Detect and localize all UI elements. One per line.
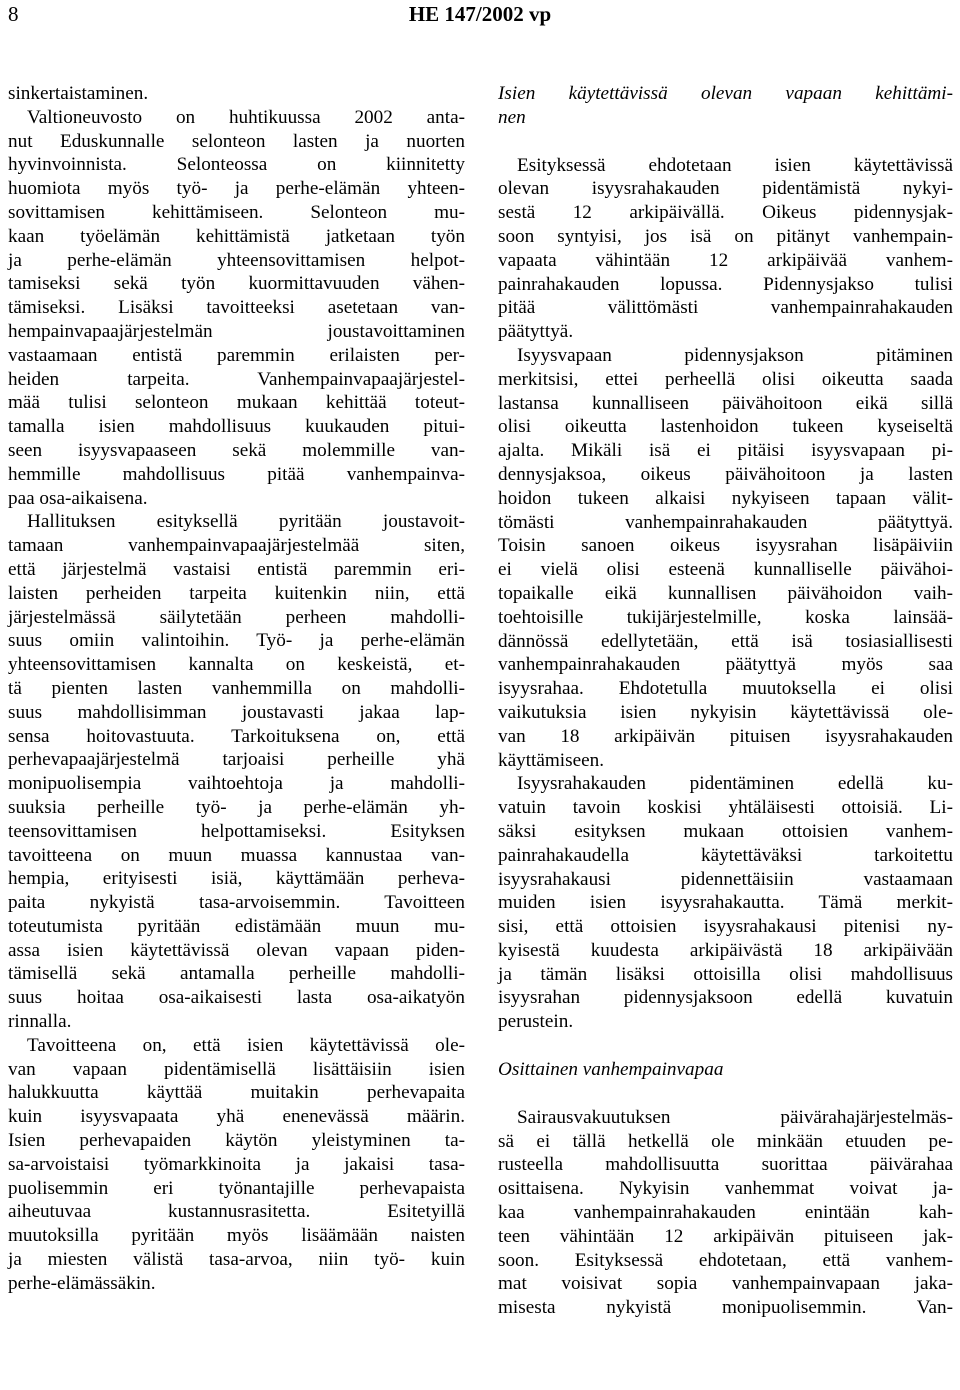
text-line: perhevapaajärjestelmä tarjoaisi perheille yhä (8, 749, 465, 771)
paragraph-gap (498, 1082, 953, 1106)
text-line: sovittamisen kehittämiseen. Selonteon mu- (8, 201, 465, 223)
text-line: paa osa-aikaisena. (8, 487, 148, 509)
page-header (0, 0, 960, 30)
text-line: puolisemmin eri työnantajille perhevapaista (8, 1177, 465, 1199)
text-line: vaikutuksia isien nykyisin käytettävissä ole- (498, 701, 953, 723)
text-line: ei vielä olisi esteenä kunnalliselle päivähoi- (498, 559, 953, 581)
paragraph-gap (498, 1034, 953, 1058)
text-line: sinkertaistaminen. (8, 83, 149, 104)
text-line: isyysrahakausi pidennettäisiin vastaamaan (498, 868, 953, 890)
text-line: sisi, että ottoisien isyysrahakausi pitenisi ny- (498, 916, 953, 938)
text-line: soon. Esityksessä ehdotetaan, että vanhem- (498, 1249, 953, 1271)
text-line: aiheutuvaa kustannusrasitetta. Esitetyillä (8, 1201, 465, 1223)
text-line: sensa hoitovastuuta. Tarkoituksena on, että (8, 725, 465, 747)
text-line: assa isien käytettävissä olevan vapaan piden- (8, 939, 465, 961)
text-line: tä pienten lasten vanhemmilla on mahdolli- (8, 677, 465, 699)
text-line: vastaamaan entistä paremmin erilaisten per- (8, 344, 465, 366)
section-heading-line: Osittainen vanhempainvapaa (498, 1059, 724, 1081)
text-line: isyysrahaa. Ehdotetulla muutoksella ei olisi (498, 678, 953, 700)
text-line: Toisin sanoen oikeus isyysrahan lisäpäiviin (498, 535, 953, 557)
text-line: tamalla isien mahdollisuus kuukauden pitui- (8, 416, 465, 438)
text-line: päätyttyä. (498, 321, 574, 343)
text-line: Esityksessä ehdotetaan isien käytettävissä (517, 154, 953, 176)
text-line: Isyysrahakauden pidentäminen edellä ku- (517, 773, 953, 795)
text-line: sa-arvoistaisi työmarkkinoita ja jakaisi tasa- (8, 1153, 465, 1175)
text-line: toteutumista pyritään edistämään muun mu- (8, 915, 465, 937)
text-line: teen vähintään 12 arkipäivän pituiseen jak- (498, 1225, 953, 1247)
text-line: tämiseksi. Lisäksi tavoitteeksi asetetaan van- (8, 297, 465, 319)
text-line: Sairausvakuutuksen päivärahajärjestelmäs- (517, 1106, 953, 1128)
text-line: tamiseksi sekä työn kuormittavuuden vähen- (8, 273, 465, 295)
text-line: toehtoisille tukijärjestelmille, koska lainsää- (498, 606, 953, 628)
text-line: mää tulisi selonteon mukaan kehittää toteut- (8, 392, 465, 414)
text-line: kuin isyysvapaata yhä enenevässä määrin. (8, 1106, 465, 1128)
text-line: yhteensovittamisen kannalta on keskeistä, et- (8, 654, 465, 676)
text-line: suuksia perheille työ- ja perhe-elämän yh- (8, 796, 465, 818)
text-line: misesta nykyistä monipuolisemmin. Van- (498, 1297, 953, 1319)
section-heading-line: Isien käytettävissä olevan vapaan kehittämi- (498, 83, 953, 104)
left-column (8, 82, 465, 1296)
text-line: osittaisena. Nykyisin vanhemmat voivat ja- (498, 1178, 953, 1200)
text-line: painrahakaudella käytettäväksi tarkoitettu (498, 844, 953, 866)
section-heading-line: nen (498, 106, 526, 128)
text-line: monipuolisempia vaihtoehtoja ja mahdolli- (8, 773, 465, 795)
page-number: 8 (8, 2, 19, 26)
text-line: olevan isyysrahakauden pidentämistä nykyi- (498, 178, 953, 200)
text-line: heiden tarpeita. Vanhempainvapaajärjestel- (8, 368, 465, 390)
text-line: ajalta. Mikäli isä ei pitäisi isyysvapaan pi- (498, 440, 953, 462)
text-line: isyysrahan pidennysjaksoon edellä kuvatuin (498, 987, 953, 1009)
text-line: hemmille mahdollisuus pitää vanhempainva- (8, 463, 465, 485)
text-line: säksi esityksen mukaan ottoisien vanhem- (498, 820, 953, 842)
text-line: pitää välittömästi vanhempainrahakauden (498, 297, 953, 319)
text-line: merkitsisi, ettei perheellä olisi oikeutta saada (498, 368, 953, 390)
text-line: hempainvapaajärjestelmän joustavoittaminen (8, 320, 465, 342)
text-line: seen isyysvapaaseen sekä molemmille van- (8, 439, 465, 461)
text-line: laisten perheiden tarpeita kuitenkin niin, että (8, 582, 465, 604)
text-line: Tavoitteena on, että isien käytettävissä ole- (27, 1034, 465, 1056)
text-line: rusteella mahdollisuutta suorittaa päivärahaa (498, 1154, 953, 1176)
text-line: tömästi vanhempainrahakauden päätyttyä. (498, 511, 953, 533)
text-line: Hallituksen esityksellä pyritään joustavoit- (27, 511, 465, 533)
text-line: että järjestelmä vastaisi entistä paremmin eri- (8, 558, 465, 580)
text-line: painrahakauden lopussa. Pidennysjakso tulisi (498, 273, 953, 295)
text-line: kaan työelämän kehittämistä jatketaan työn (8, 225, 465, 247)
text-line: halukkuutta käyttää muitakin perhevapaita (8, 1082, 465, 1104)
text-line: ja perhe-elämän yhteensovittamisen helpot- (8, 249, 465, 271)
text-line: sestä 12 arkipäivällä. Oikeus pidennysjak- (498, 202, 953, 224)
text-line: hoidon tukeen alkaisi nykyiseen tapaan välit- (498, 487, 953, 509)
text-line: Valtioneuvosto on huhtikuussa 2002 anta- (27, 106, 465, 128)
text-line: soon syntyisi, jos isä on pitänyt vanhempain- (498, 225, 953, 247)
text-line: ja tämän lisäksi ottoisilla olisi mahdollisuus (498, 963, 953, 985)
document-id: HE 147/2002 vp (408, 2, 552, 26)
text-line: teensovittamisen helpottamiseksi. Esityksen (8, 820, 465, 842)
text-line: Isyysvapaan pidennysjakson pitäminen (517, 344, 953, 366)
text-line: olisi oikeutta lastenhoidon tukeen kyseiseltä (498, 416, 953, 438)
right-column (498, 82, 953, 1320)
text-line: suus hoitaa osa-aikaisesti lasta osa-aikatyön (8, 987, 465, 1009)
paragraph-gap (498, 130, 953, 154)
text-line: muiden isien isyysrahakautta. Tämä merkit- (498, 892, 953, 914)
text-line: dännössä edellytetään, että isä tosiasiallisesti (498, 630, 953, 652)
text-line: käyttämiseen. (498, 749, 605, 771)
text-line: kaa vanhempainrahakauden enintään kah- (498, 1202, 953, 1224)
text-line: vatuin tavoin koskisi yhtäläisesti ottoisiä. Li- (498, 797, 953, 819)
text-line: sä ei tällä hetkellä ole minkään etuuden pe- (498, 1130, 953, 1152)
text-line: vapaata vähintään 12 arkipäivää vanhem- (498, 249, 953, 271)
text-line: nut Eduskunnalle selonteon lasten ja nuorten (8, 130, 465, 152)
text-line: tämisellä sekä antamalla perheille mahdolli- (8, 963, 465, 985)
text-line: kyisestä kuudesta arkipäivästä 18 arkipäivään (498, 939, 953, 961)
text-line: van 18 arkipäivän pituisen isyysrahakauden (498, 725, 953, 747)
text-line: rinnalla. (8, 1011, 72, 1033)
text-line: van vapaan pidentämisellä lisättäisiin isien (8, 1058, 465, 1080)
text-line: perustein. (498, 1011, 574, 1033)
text-line: Isien perhevapaiden käytön yleistyminen ta- (8, 1130, 465, 1152)
text-line: ja miesten välistä tasa-arvoa, niin työ- kuin (8, 1249, 465, 1271)
text-line: paita nykyistä tasa-arvoisemmin. Tavoitteen (8, 892, 465, 914)
text-line: huomiota myös työ- ja perhe-elämän yhteen- (8, 178, 465, 200)
text-line: tavoitteena on muun muassa kannustaa van- (8, 844, 465, 866)
text-line: tamaan vanhempainvapaajärjestelmää siten, (8, 535, 465, 557)
text-line: järjestelmässä säilytetään perheen mahdolli- (8, 606, 465, 628)
text-line: hyvinvoinnista. Selonteossa on kiinnitetty (8, 154, 465, 176)
text-line: perhe-elämässäkin. (8, 1272, 156, 1294)
text-line: suus omiin valintoihin. Työ- ja perhe-elämän (8, 630, 465, 652)
text-line: hempia, erityisesti isiä, käyttämään perheva- (8, 868, 465, 890)
text-line: vanhempainrahakauden päätyttyä myös saa (498, 654, 953, 676)
text-line: muutoksilla pyritään myös lisäämään naisten (8, 1225, 465, 1247)
text-line: dennysjaksoa, oikeus päivähoitoon ja lasten (498, 463, 953, 485)
text-line: suus mahdollisimman joustavasti jakaa lap- (8, 701, 465, 723)
text-line: lastansa kunnalliseen päivähoitoon eikä sillä (498, 392, 953, 414)
text-line: topaikalle eikä kunnallisen päivähoidon vaih- (498, 582, 953, 604)
text-line: mat voisivat sopia vanhempainvapaan jaka- (498, 1273, 953, 1295)
